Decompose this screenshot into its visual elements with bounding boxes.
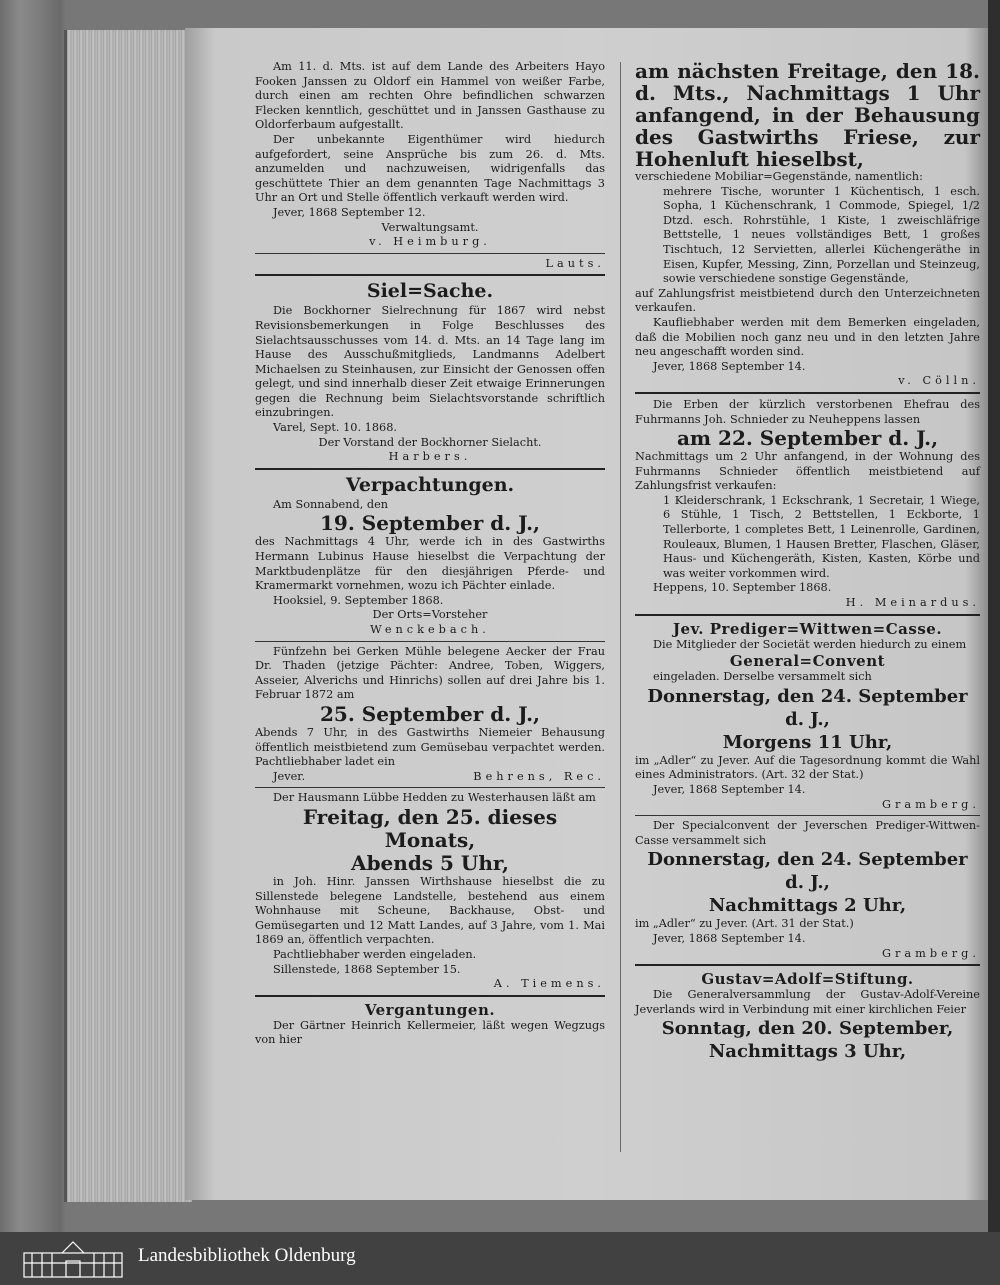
- library-footer-bar: [0, 1232, 1000, 1285]
- notice-place-date: Heppens, 10. September 1868.: [653, 581, 832, 595]
- notice-paragraph: des Nachmittags 4 Uhr, werde ich in des Gastwirths Hermann Lubinus Hause hieselbst die Verpachtung der Marktbudenplätze für den diesjährigen Pferde- und Kramermarkt vornehmen, wozu ich Pächter einlade.: [255, 535, 605, 593]
- notice-specialconvent: [635, 819, 980, 961]
- library-name: Landesbibliothek Oldenburg: [138, 1245, 356, 1266]
- notice-place-date: Varel, Sept. 10. 1868.: [273, 421, 398, 435]
- notice-time: Nachmittags 2 Uhr,: [708, 895, 907, 917]
- notice-time: Nachmittags 3 Uhr,: [708, 1041, 907, 1063]
- notice-footer-line: [255, 770, 605, 785]
- scan-right-edge: [988, 0, 1000, 1232]
- notice-authority: Der Vorstand der Bockhorner Sielacht.: [318, 435, 542, 449]
- notice-signature: A. Tiemens.: [493, 977, 605, 991]
- notice-auction-friese: [635, 60, 980, 389]
- notice-place-date: Jever, 1868 September 14.: [653, 931, 806, 945]
- notice-place-date: Jever.: [273, 769, 306, 783]
- notice-intro: verschiedene Mobiliar=Gegenstände, namentlich:: [635, 170, 923, 183]
- notice-signature: Lauts.: [545, 256, 605, 270]
- section-divider: [255, 468, 605, 470]
- notice-paragraph: Abends 7 Uhr, in des Gastwirths Niemeier Behausung öffentlich meistbietend zum Gemüsebau verpachtet werden. Pachtliebhaber ladet ein: [255, 725, 605, 769]
- notice-date: Donnerstag, den 24. September d. J.,: [647, 849, 968, 894]
- notice-date: 25. September d. J.,: [320, 701, 540, 726]
- section-divider: [635, 614, 980, 616]
- notice-paragraph: Der unbekannte Eigenthümer wird hiedurch aufgefordert, seine Ansprüche bis zum 26. d. Mts. anzumelden und nachzuweisen, widrigenfalls das geschüttete Thier an dem genannten Tage Nachmittags 3 Uhr an Ort und Stelle öffentlich verkauft werden wird.: [255, 132, 605, 205]
- notice-paragraph: Am 11. d. Mts. ist auf dem Lande des Arbeiters Hayo Fooken Janssen zu Oldorf ein Hammel von weißer Farbe, durch einen am rechten Ohre befindlichen schwarzen Flecken kenntlich, geschüttet und in Janssen Gasthause zu Oldorferbaum aufgestallt.: [255, 60, 605, 132]
- notice-date: Freitag, den 25. dieses Monats,: [302, 804, 558, 852]
- notice-signature: Gramberg.: [881, 946, 980, 960]
- notice-aecker: [255, 645, 605, 785]
- notice-signature: H. Meinardus.: [845, 596, 980, 610]
- notice-intro: Am Sonnabend, den: [273, 497, 389, 511]
- notice-paragraph: Kaufliebhaber werden mit dem Bemerken eingeladen, daß die Mobilien noch ganz neu und in den letzten Jahre neu angeschafft worden sind.: [635, 315, 980, 359]
- rule-divider: [255, 787, 605, 788]
- rule-divider: [255, 253, 605, 254]
- notice-title: General=Convent: [729, 652, 886, 671]
- notice-place-date: Hooksiel, 9. September 1868.: [273, 593, 444, 607]
- notice-time: Morgens 11 Uhr,: [722, 731, 893, 753]
- column-divider: [620, 62, 621, 1152]
- left-column: [255, 60, 605, 1048]
- notice-time: Abends 5 Uhr,: [351, 850, 509, 875]
- notice-item-list: 1 Kleiderschrank, 1 Eckschrank, 1 Secretair, 1 Wiege, 6 Stühle, 1 Tisch, 2 Bettstellen, 1 Eckborte, 1 Tellerborte, 1 completes Bett, 1 Leinenrolle, Gardinen, Rouleaux, Blumen, 1 Hausen Bretter, Flaschen, Gläser, Haus- und Küchengeräth, Kisten, Kasten, Körbe und was weiter vorkommen wird.: [663, 493, 980, 580]
- notice-signature: v. Heimburg.: [369, 235, 491, 249]
- notice-intro: Die Mitglieder der Societät werden hiedurch zu einem: [653, 637, 967, 651]
- notice-place-date: Jever, 1868 September 12.: [273, 205, 426, 219]
- notice-paragraph: Die Bockhorner Sielrechnung für 1867 wird nebst Revisionsbemerkungen in Folge Beschlusses des Sielachtsausschusses vom 14. d. Mts. an 14 Tage lang im Hause des Ausschußmitglieds, Landmanns Adelbert Michaelsen zu Steinhausen, zur Einsicht der Genossen offen gelegt, und sind innerhalb dieser Zeit etwaige Erinnerungen gegen die Rechnung beim Sielachtsvorstande schriftlich einzubringen.: [255, 304, 605, 420]
- rule-divider: [255, 641, 605, 642]
- notice-paragraph: auf Zahlungsfrist meistbietend durch den Unterzeichneten verkaufen.: [635, 286, 980, 315]
- notice-date: 19. September d. J.,: [320, 511, 540, 536]
- notice-signature: Behrens, Rec.: [473, 769, 605, 783]
- notice-authority: Der Orts=Vorsteher: [372, 608, 488, 622]
- right-column: [635, 60, 980, 1063]
- notice-item-list: mehrere Tische, worunter 1 Küchentisch, 1 esch. Sopha, 1 Küchenschrank, 1 Commode, Spiegel, 1/2 Dtzd. esch. Rohrstühle, 1 Kiste, 1 zweischläfrige Bettstelle, 1 neues vollständiges Bett, 1 großes Tischtuch, 12 Servietten, allerlei Küchengeräthe in Eisen, Kupfer, Messing, Zinn, Porzellan und Steinzeug, sowie verschiedene sonstige Gegenstände,: [663, 184, 980, 286]
- notice-paragraph: im „Adler“ zu Jever. (Art. 31 der Stat.): [635, 917, 854, 931]
- notice-paragraph: Der Gärtner Heinrich Kellermeier, läßt wegen Wegzugs von hier: [255, 1018, 605, 1047]
- notice-paragraph: Die Generalversammlung der Gustav-Adolf-Vereine Jeverlands wird in Verbindung mit einer kirchlichen Feier: [635, 988, 980, 1016]
- section-divider: [255, 274, 605, 276]
- notice-paragraph: im „Adler“ zu Jever. Auf die Tagesordnung kommt die Wahl eines Administrators. (Art. 32 der Stat.): [635, 753, 980, 782]
- notice-authority: Verwaltungsamt.: [381, 220, 479, 234]
- section-heading: Siel=Sache.: [366, 280, 494, 303]
- notice-date: Donnerstag, den 24. September d. J.,: [647, 685, 968, 730]
- notice-place-date: Jever, 1868 September 14.: [653, 359, 806, 373]
- notice-wittwen-casse: [635, 620, 980, 813]
- notice-date: am 22. September d. J.,: [676, 426, 939, 451]
- notice-intro: Der Specialconvent der Jeverschen Prediger-Wittwen-Casse versammelt sich: [635, 819, 980, 847]
- notice-paragraph: in Joh. Hinr. Janssen Wirthshause hieselbst die zu Sillenstede belegene Landstelle, bestehend aus einem Wohnhause mit Scheune, Backhause, Obst- und Gemüsegarten und 12 Matt Landes, auf 3 Jahre, vom 1. Mai 1869 an, öffentlich verpachten.: [255, 874, 605, 947]
- section-divider: [255, 995, 605, 997]
- section-heading: Verpachtungen.: [345, 473, 515, 496]
- notice-place-date: Sillenstede, 1868 September 15.: [273, 962, 461, 976]
- notice-siel-sache: [255, 280, 605, 465]
- notice-signature: Wenckebach.: [370, 623, 490, 636]
- section-heading: Vergantungen.: [364, 1000, 496, 1019]
- notice-date: Sonntag, den 20. September,: [661, 1018, 954, 1040]
- rule-divider: [635, 815, 980, 816]
- library-building-icon: [22, 1239, 124, 1279]
- notice-intro: Die Erben der kürzlich verstorbenen Ehefrau des Fuhrmanns Joh. Schnieder zu Neuheppens lassen: [635, 397, 980, 426]
- notice-verpachtungen: [255, 474, 605, 638]
- section-divider: [635, 392, 980, 394]
- section-heading: Jev. Prediger=Wittwen=Casse.: [672, 619, 943, 638]
- notice-place-date: Jever, 1868 September 14.: [653, 783, 806, 796]
- notice-intro: Der Hausmann Lübbe Hedden zu Westerhausen läßt am: [273, 791, 596, 805]
- notice-vergantungen: [255, 1001, 605, 1048]
- notice-signature: Gramberg.: [881, 797, 980, 811]
- notice-gustav-adolf: [635, 970, 980, 1063]
- notice-headline: am nächsten Freitage, den 18. d. Mts., Nachmittags 1 Uhr anfangend, in der Behausung des Gastwirths Friese, zur Hohenluft hieselbst,: [635, 59, 980, 171]
- notice-signature: Harbers.: [388, 450, 472, 464]
- book-page-edges: [64, 30, 192, 1202]
- notice-paragraph: Fünfzehn bei Gerken Mühle belegene Aecker der Frau Dr. Thaden (jetzige Pächter: Andree, Toben, Wiggers, Asseier, Alverichs und Hinrichs) sollen auf drei Jahre bis 1. Februar 1872 am: [255, 644, 605, 702]
- notice-signature: v. Cölln.: [898, 374, 980, 388]
- notice-paragraph: Pachtliebhaber werden eingeladen.: [273, 947, 477, 961]
- notice-paragraph: Nachmittags um 2 Uhr anfangend, in der Wohnung des Fuhrmanns Schnieder öffentlich meistbietend auf Zahlungsfrist verkaufen:: [635, 450, 980, 493]
- notice-hedden: [255, 791, 605, 991]
- section-heading: Gustav=Adolf=Stiftung.: [701, 970, 914, 989]
- notice-paragraph: eingeladen. Derselbe versammelt sich: [653, 670, 872, 684]
- notice-stray-sheep: [255, 60, 605, 271]
- section-divider: [635, 964, 980, 966]
- notice-auction-schnieder: [635, 398, 980, 611]
